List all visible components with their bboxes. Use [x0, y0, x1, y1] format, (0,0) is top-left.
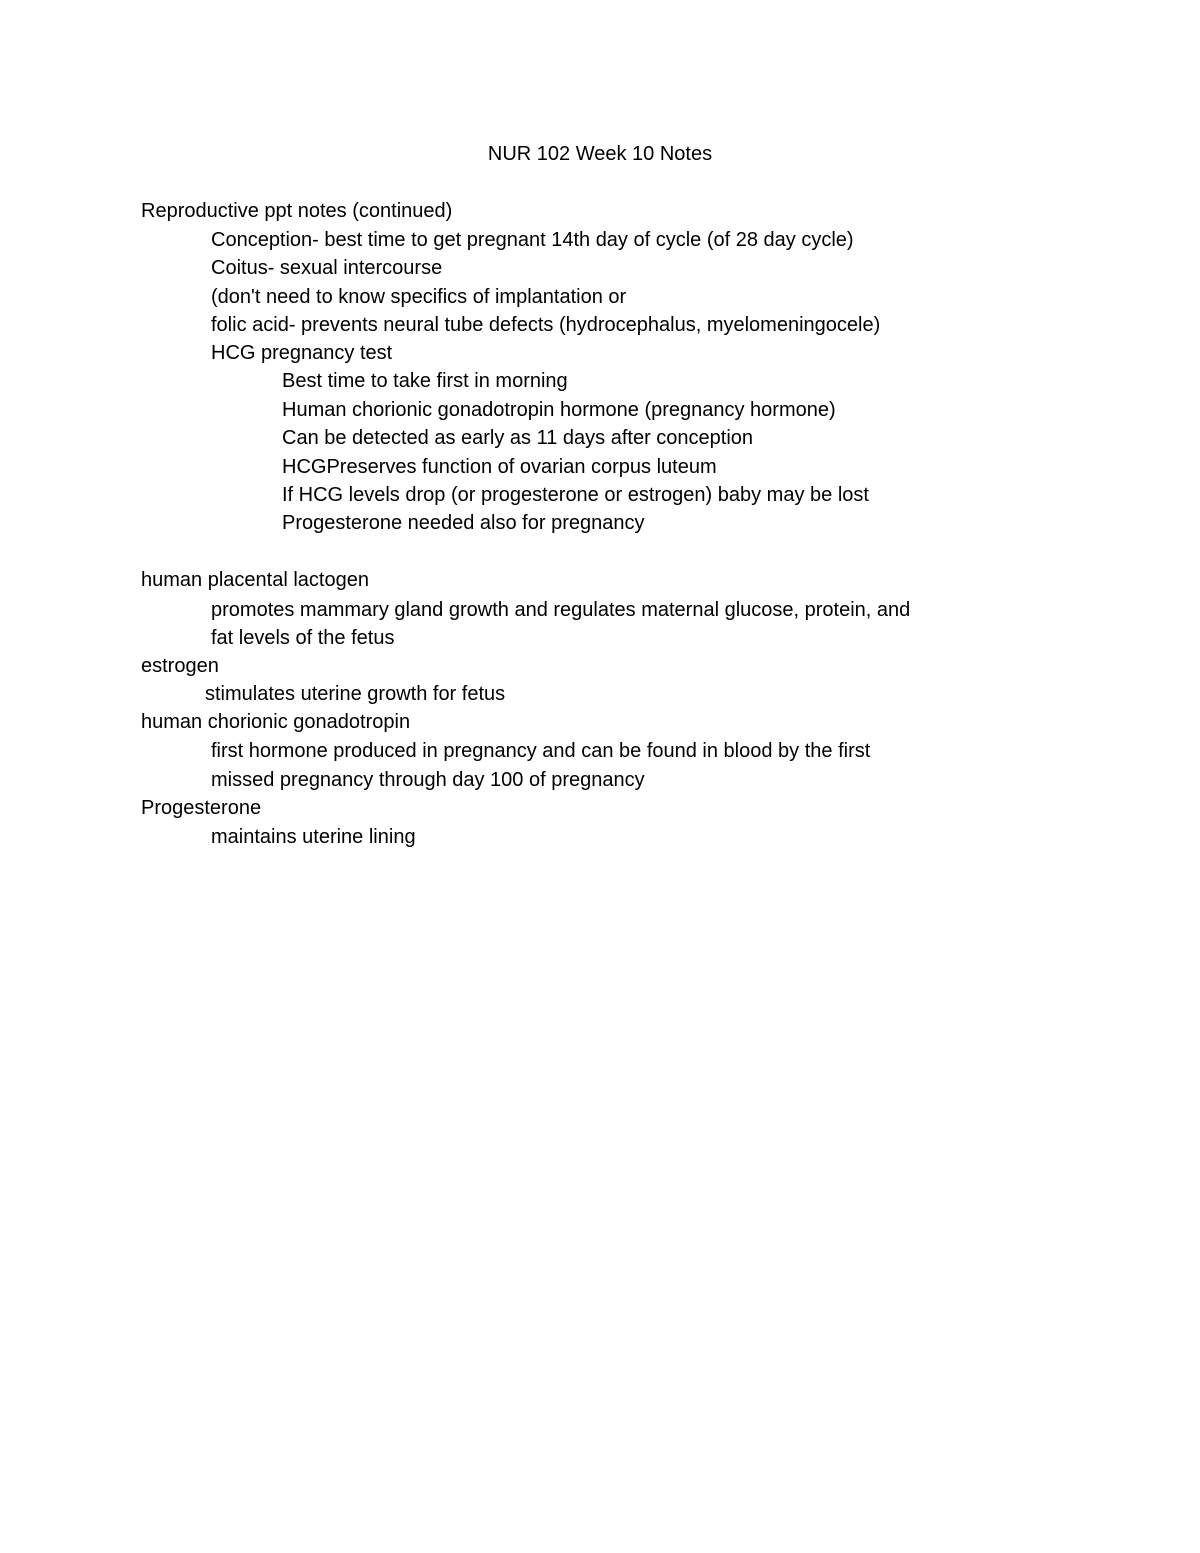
note-line: folic acid- prevents neural tube defects (hydrocephalus, myelomeningocele): [211, 314, 881, 336]
note-line: promotes mammary gland growth and regulates maternal glucose, protein, and: [211, 599, 911, 621]
sub-note-line: Best time to take first in morning: [282, 370, 568, 392]
section-heading-hcg: human chorionic gonadotropin: [141, 711, 411, 733]
sub-note-line: If HCG levels drop (or progesterone or estrogen) baby may be lost: [282, 484, 869, 506]
note-line: Conception- best time to get pregnant 14th day of cycle (of 28 day cycle): [211, 229, 854, 251]
note-line: Coitus- sexual intercourse: [211, 257, 443, 279]
section-heading-estrogen: estrogen: [141, 655, 219, 677]
section-heading-progesterone: Progesterone: [141, 797, 262, 819]
sub-note-line: Progesterone needed also for pregnancy: [282, 512, 645, 534]
note-line: HCG pregnancy test: [211, 342, 393, 364]
document-title: NUR 102 Week 10 Notes: [487, 143, 713, 165]
section-heading-reproductive: Reproductive ppt notes (continued): [141, 200, 453, 222]
note-line: (don't need to know specifics of implantation or: [211, 286, 627, 308]
section-heading-placental-lactogen: human placental lactogen: [141, 569, 369, 591]
note-line: maintains uterine lining: [211, 826, 416, 848]
sub-note-line: Can be detected as early as 11 days after conception: [282, 427, 754, 449]
note-line: fat levels of the fetus: [211, 627, 395, 649]
note-line: stimulates uterine growth for fetus: [205, 683, 506, 705]
sub-note-line: Human chorionic gonadotropin hormone (pregnancy hormone): [282, 399, 836, 421]
note-line: missed pregnancy through day 100 of pregnancy: [211, 769, 645, 791]
note-line: first hormone produced in pregnancy and can be found in blood by the first: [211, 740, 871, 762]
sub-note-line: HCGPreserves function of ovarian corpus luteum: [282, 456, 717, 478]
